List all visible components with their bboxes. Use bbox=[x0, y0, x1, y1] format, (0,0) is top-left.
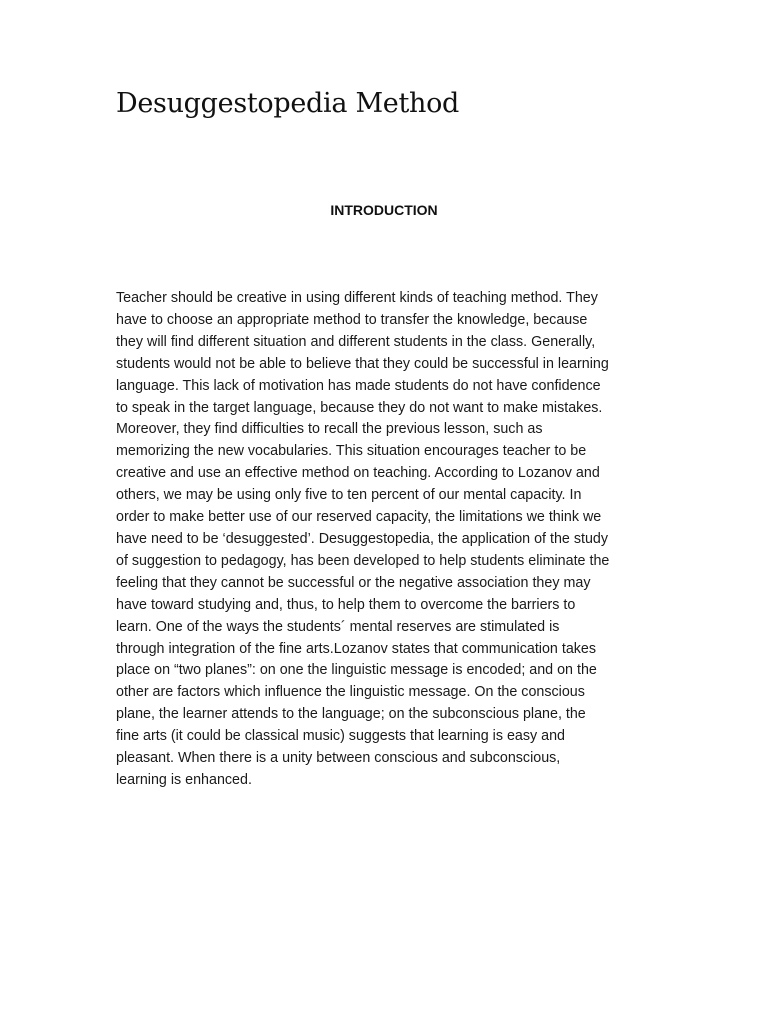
paragraph-line: creative and use an effective method on teaching. According to Lozanov and bbox=[116, 465, 600, 482]
paragraph-line: through integration of the fine arts.Lozanov states that communication takes bbox=[116, 640, 597, 657]
paragraph-line: have need to be ‘desuggested’. Desuggestopedia, the application of the study bbox=[116, 530, 609, 547]
paragraph-line: learn. One of the ways the students´ mental reserves are stimulated is bbox=[116, 618, 560, 635]
section-heading-introduction: INTRODUCTION bbox=[330, 202, 438, 218]
paragraph-line: plane, the learner attends to the language; on the subconscious plane, the bbox=[116, 706, 586, 723]
introduction-paragraph bbox=[116, 288, 656, 792]
paragraph-line: learning is enhanced. bbox=[116, 771, 252, 788]
paragraph-line: other are factors which influence the linguistic message. On the conscious bbox=[116, 684, 585, 701]
paragraph-line: order to make better use of our reserved capacity, the limitations we think we bbox=[116, 509, 602, 526]
paragraph-line: language. This lack of motivation has made students do not have confidence bbox=[116, 377, 601, 394]
paragraph-line: have toward studying and, thus, to help them to overcome the barriers to bbox=[116, 596, 576, 613]
paragraph-line: Teacher should be creative in using different kinds of teaching method. They bbox=[116, 290, 598, 306]
paragraph-line: Moreover, they find difficulties to recall the previous lesson, such as bbox=[116, 421, 543, 438]
paragraph-line: fine arts (it could be classical music) suggests that learning is easy and bbox=[116, 728, 565, 745]
paragraph-line: place on “two planes”: on one the linguistic message is encoded; and on the bbox=[116, 662, 597, 679]
paragraph-line: they will find different situation and different students in the class. Generally, bbox=[116, 333, 596, 350]
paragraph-line: others, we may be using only five to ten percent of our mental capacity. In bbox=[116, 487, 582, 504]
paragraph-line: pleasant. When there is a unity between conscious and subconscious, bbox=[116, 750, 561, 767]
document-title: Desuggestopedia Method bbox=[116, 88, 460, 119]
paragraph-line: students would not be able to believe that they could be successful in learning bbox=[116, 355, 609, 372]
paragraph-line: of suggestion to pedagogy, has been developed to help students eliminate the bbox=[116, 552, 610, 569]
paragraph-line: feeling that they cannot be successful or the negative association they may bbox=[116, 574, 591, 591]
paragraph-line: have to choose an appropriate method to transfer the knowledge, because bbox=[116, 311, 588, 328]
paragraph-line: memorizing the new vocabularies. This situation encourages teacher to be bbox=[116, 443, 587, 460]
paragraph-line: to speak in the target language, because they do not want to make mistakes. bbox=[116, 399, 603, 416]
